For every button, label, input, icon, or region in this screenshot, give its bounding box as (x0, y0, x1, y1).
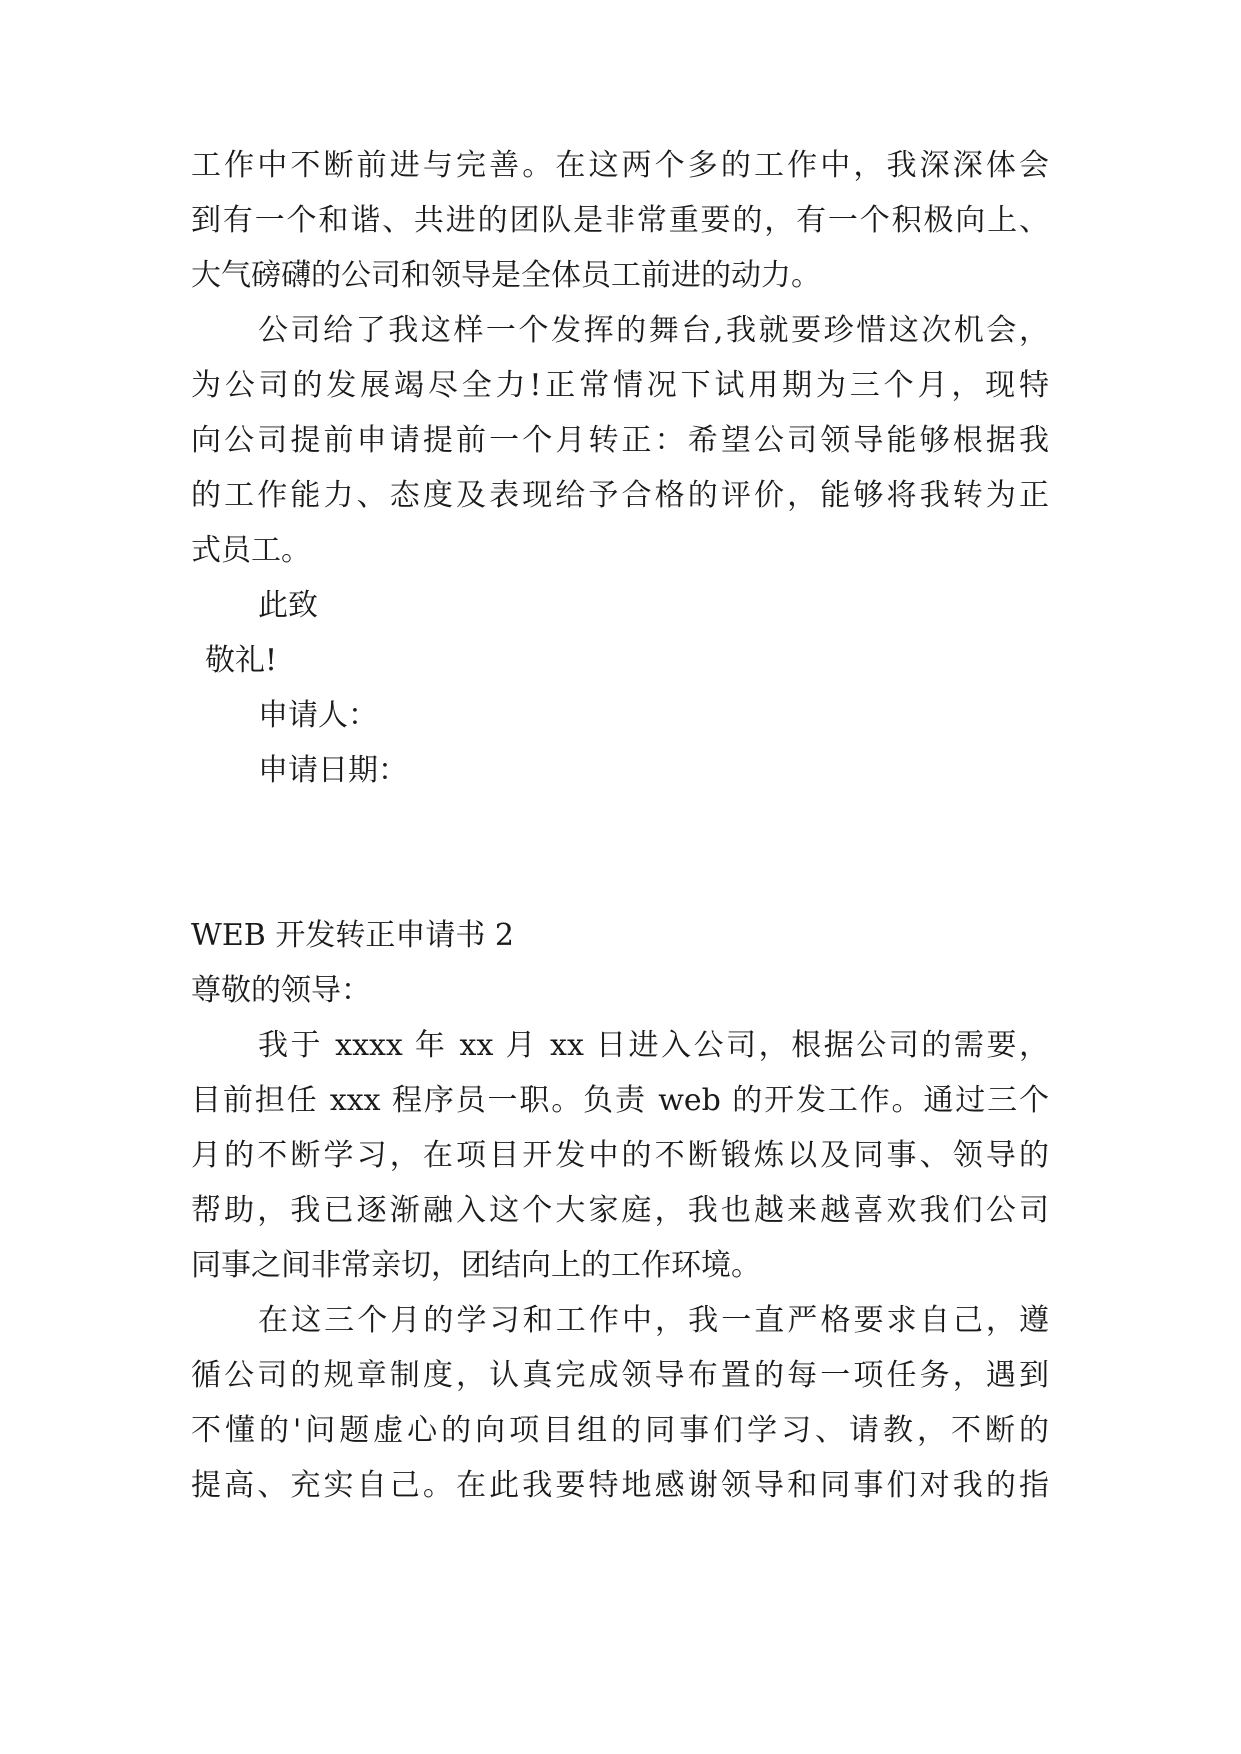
body-line: 工作中不断前进与完善。在这两个多的工作中，我深深体会 (191, 148, 1049, 183)
salutation-closing: 敬礼! (205, 643, 278, 678)
body-line: 循公司的规章制度，认真完成领导布置的每一项任务，遇到 (191, 1358, 1049, 1393)
date-field: 申请日期： (258, 753, 408, 788)
applicant-field: 申请人： (258, 698, 378, 733)
body-line: 的工作能力、态度及表现给予合格的评价，能够将我转为正 (191, 478, 1049, 513)
body-line: 到有一个和谐、共进的团队是非常重要的，有一个积极向上、 (191, 203, 1049, 238)
body-line: 同事之间非常亲切，团结向上的工作环境。 (191, 1248, 761, 1283)
closing-phrase: 此致 (258, 588, 318, 623)
greeting: 尊敬的领导： (191, 973, 371, 1008)
body-line: 大气磅礴的公司和领导是全体员工前进的动力。 (191, 258, 821, 293)
body-line: 我于 xxxx 年 xx 月 xx 日进入公司，根据公司的需要， (258, 1028, 1049, 1063)
body-line: 提高、充实自己。在此我要特地感谢领导和同事们对我的指 (191, 1468, 1049, 1503)
body-line: 不懂的'问题虚心的向项目组的同事们学习、请教，不断的 (191, 1413, 1049, 1448)
body-line: 月的不断学习，在项目开发中的不断锻炼以及同事、领导的 (191, 1138, 1049, 1173)
body-line: 公司给了我这样一个发挥的舞台,我就要珍惜这次机会， (258, 313, 1049, 348)
body-line: 向公司提前申请提前一个月转正：希望公司领导能够根据我 (191, 423, 1049, 458)
body-line: 帮助，我已逐渐融入这个大家庭，我也越来越喜欢我们公司 (191, 1193, 1049, 1228)
body-line: 为公司的发展竭尽全力!正常情况下试用期为三个月，现特 (191, 368, 1049, 403)
body-line: 在这三个月的学习和工作中，我一直严格要求自己，遵 (258, 1303, 1049, 1338)
section-title: WEB 开发转正申请书 2 (191, 918, 514, 953)
body-line: 目前担任 xxx 程序员一职。负责 web 的开发工作。通过三个 (191, 1083, 1049, 1118)
body-line: 式员工。 (191, 533, 311, 568)
